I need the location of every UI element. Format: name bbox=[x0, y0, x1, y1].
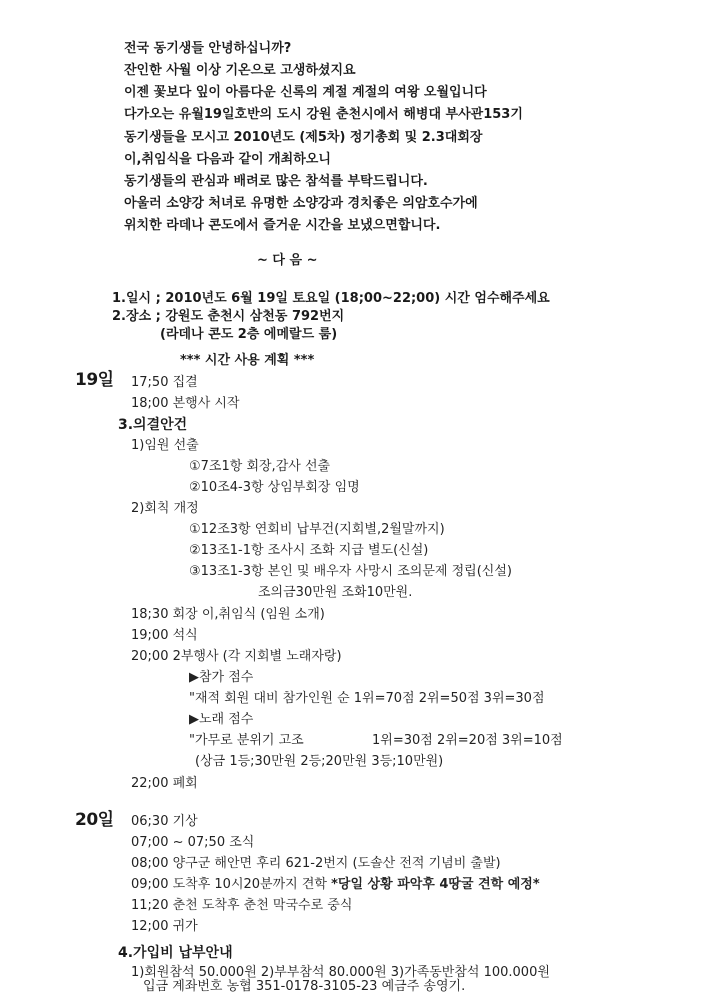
divider-heading: ~ 다 음 ~ bbox=[257, 253, 318, 268]
prize-line: (상금 1등;30만원 2등;20만원 3등;10만원) bbox=[195, 754, 444, 769]
fee-amounts: 1)회원참석 50.000원 2)부부참석 80.000원 3)가족동반참석 100.000원 bbox=[131, 965, 550, 980]
agenda-title: 3.의결안건 bbox=[118, 417, 188, 433]
intro-line: 동기생들의 관심과 배려로 많은 참석를 부탁드립니다. bbox=[124, 174, 428, 189]
schedule-item: 19;00 석식 bbox=[131, 628, 198, 643]
agenda-note: 조의금30만원 조화10만원. bbox=[258, 585, 413, 600]
tour-text: 09;00 도착후 10시20분까지 견학 bbox=[131, 877, 332, 892]
agenda-subitem: ①12조3항 연회비 납부건(지회별,2월말까지) bbox=[189, 522, 445, 537]
day19-label: 19일 bbox=[75, 370, 114, 390]
schedule-item: 18;30 회장 이,취임식 (임원 소개) bbox=[131, 607, 325, 622]
intro-line: 이젠 꽃보다 잎이 아름다운 신록의 계절 계절의 여왕 오월입니다 bbox=[124, 85, 487, 100]
agenda-subitem: ①7조1항 회장,감사 선출 bbox=[189, 459, 331, 474]
info-place: 2.장소 ; 강원도 춘천시 삼천동 792번지 bbox=[112, 309, 345, 324]
tour-note: *당일 상황 파악후 4땅굴 견학 예정* bbox=[331, 877, 540, 892]
schedule-item: 18;00 본행사 시작 bbox=[131, 396, 240, 411]
score-desc: "가무로 분위기 고조 bbox=[189, 733, 304, 748]
score-desc: "재적 회원 대비 참가인원 순 1위=70점 2위=50점 3위=30점 bbox=[189, 691, 545, 706]
schedule-item: 22;00 폐회 bbox=[131, 776, 198, 791]
intro-line: 전국 동기생들 안녕하십니까? bbox=[124, 41, 292, 56]
schedule-item: 06;30 기상 bbox=[131, 814, 198, 829]
score-title: ▶노래 점수 bbox=[189, 712, 254, 727]
schedule-item: 08;00 양구군 해안면 후리 621-2번지 (도솔산 전적 기념비 출발) bbox=[131, 856, 501, 871]
score-points: 1위=30점 2위=20점 3위=10점 bbox=[372, 733, 563, 748]
agenda-item: 2)회칙 개정 bbox=[131, 501, 199, 516]
schedule-item: 20;00 2부행사 (각 지회별 노래자랑) bbox=[131, 649, 342, 664]
schedule-title: *** 시간 사용 계획 *** bbox=[180, 353, 315, 368]
day20-label: 20일 bbox=[75, 810, 114, 830]
schedule-item: 11;20 춘천 도착후 춘천 막국수로 중식 bbox=[131, 898, 353, 913]
intro-line: 다가오는 유월19일호반의 도시 강원 춘천시에서 해병대 부사관153기 bbox=[124, 107, 523, 122]
intro-line: 이,취임식을 다음과 같이 개최하오니 bbox=[124, 152, 331, 167]
schedule-item: 17;50 집결 bbox=[131, 375, 198, 390]
agenda-subitem: ②13조1-1항 조사시 조화 지급 별도(신설) bbox=[189, 543, 429, 558]
fee-title: 4.가입비 납부안내 bbox=[118, 945, 233, 961]
intro-line: 동기생들을 모시고 2010년도 (제5차) 정기총회 및 2.3대회장 bbox=[124, 130, 483, 145]
score-title: ▶참가 점수 bbox=[189, 670, 254, 685]
info-date: 1.일시 ; 2010년도 6월 19일 토요일 (18;00~22;00) 시간 엄수해주세요 bbox=[112, 291, 550, 306]
intro-line: 아울러 소양강 처녀로 유명한 소양강과 경치좋은 의암호수가에 bbox=[124, 196, 478, 211]
fee-account: 입금 계좌번호 농협 351-0178-3105-23 예금주 송영기. bbox=[143, 979, 466, 994]
agenda-subitem: ②10조4-3항 상임부회장 임명 bbox=[189, 480, 360, 495]
agenda-subitem: ③13조1-3항 본인 및 배우자 사망시 조의문제 정립(신설) bbox=[189, 564, 512, 579]
schedule-item: 12;00 귀가 bbox=[131, 919, 198, 934]
intro-line: 잔인한 사월 이상 기온으로 고생하셨지요 bbox=[124, 63, 356, 78]
agenda-item: 1)임원 선출 bbox=[131, 438, 199, 453]
info-place-detail: (라데나 콘도 2층 에메랄드 룸) bbox=[160, 327, 338, 342]
schedule-item: 07;00 ~ 07;50 조식 bbox=[131, 835, 255, 850]
intro-line: 위치한 라데나 콘도에서 즐거운 시간을 보냈으면합니다. bbox=[124, 218, 441, 233]
schedule-item bbox=[131, 876, 540, 894]
